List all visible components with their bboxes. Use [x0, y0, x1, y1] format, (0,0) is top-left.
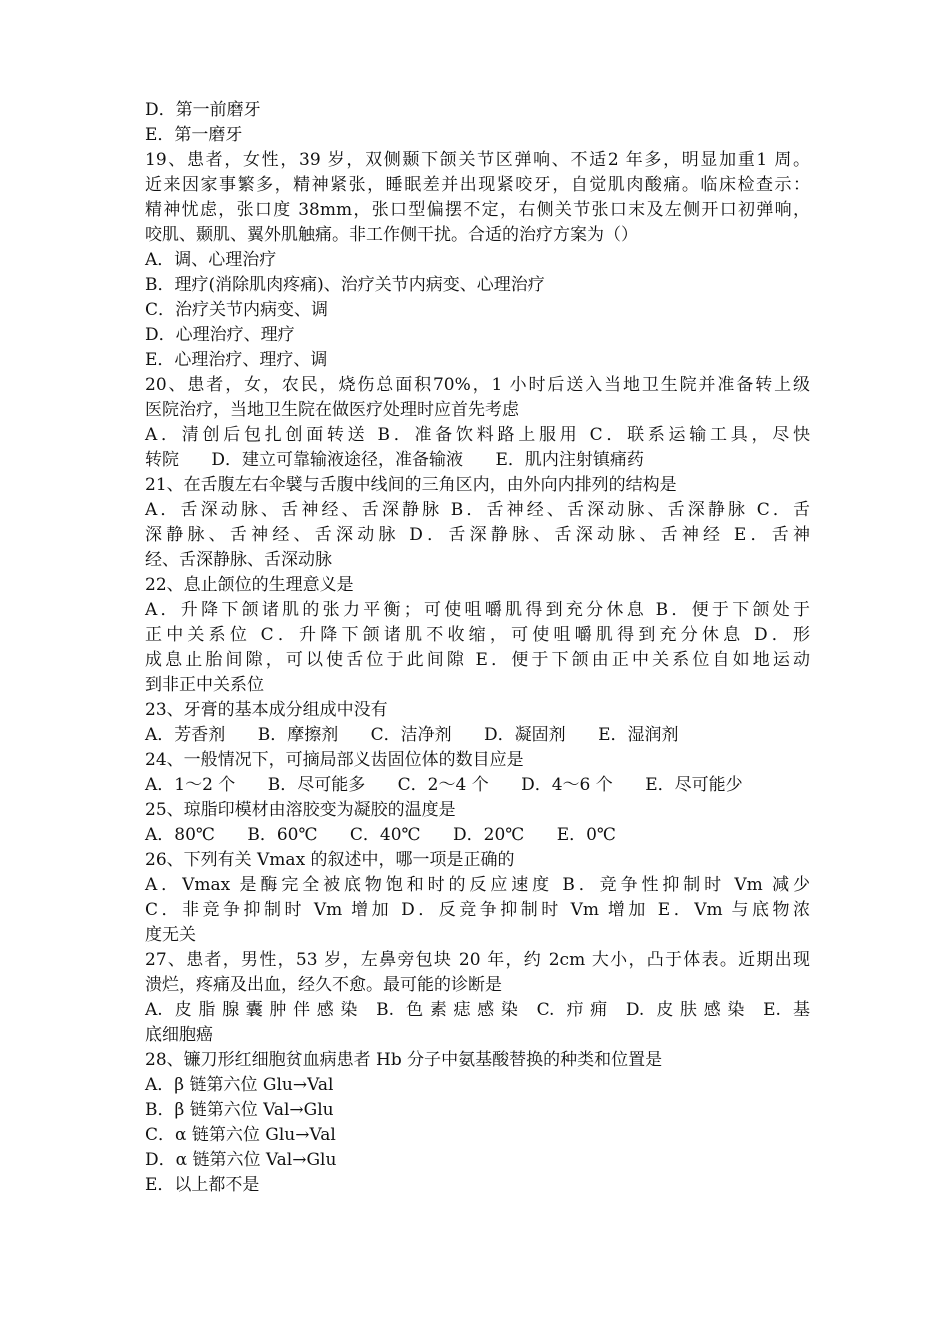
- text-line: 转院 D．建立可靠输液途径，准备输液 E．肌内注射镇痛药: [145, 450, 644, 470]
- text-line: D．第一前磨牙: [145, 100, 261, 120]
- text-line: B．理疗(消除肌肉疼痛)、治疗关节内病变、心理治疗: [145, 275, 545, 295]
- text-line: C．非竞争抑制时 Vm 增加 D．反竞争抑制时 Vm 增加 E．Vm 与底物浓: [145, 900, 810, 920]
- text-line: 成息止胎间隙，可以使舌位于此间隙 E．便于下颌由正中关系位自如地运动: [145, 650, 810, 670]
- text-line: A．80℃ B．60℃ C．40℃ D．20℃ E．0℃: [145, 825, 616, 845]
- text-line: 20、患者，女，农民，烧伤总面积70%，1 小时后送入当地卫生院并准备转上级: [145, 375, 810, 395]
- text-line: A．舌深动脉、舌神经、舌深静脉 B．舌神经、舌深动脉、舌深静脉 C．舌: [145, 500, 810, 520]
- text-line: 正中关系位 C．升降下颌诸肌不收缩，可使咀嚼肌得到充分休息 D．形: [145, 625, 810, 645]
- text-line: 22、息止颌位的生理意义是: [145, 575, 354, 595]
- text-line: A．Vmax 是酶完全被底物饱和时的反应速度 B．竞争性抑制时 Vm 减少: [145, 875, 810, 895]
- text-line: 28、镰刀形红细胞贫血病患者 Hb 分子中氨基酸替换的种类和位置是: [145, 1050, 663, 1070]
- text-line: 医院治疗，当地卫生院在做医疗处理时应首先考虑: [145, 400, 519, 420]
- text-line: 溃烂，疼痛及出血，经久不愈。最可能的诊断是: [145, 975, 502, 995]
- text-line: A．1～2 个 B．尽可能多 C．2～4 个 D．4～6 个 E．尽可能少: [145, 775, 743, 795]
- text-line: 精神忧虑，张口度 38mm，张口型偏摆不定，右侧关节张口末及左侧开口初弹响，: [145, 200, 810, 220]
- text-line: 度无关: [145, 925, 196, 945]
- text-line: 21、在舌腹左右伞襞与舌腹中线间的三角区内，由外向内排列的结构是: [145, 475, 677, 495]
- text-line: E．以上都不是: [145, 1175, 260, 1195]
- text-line: 咬肌、颞肌、翼外肌触痛。非工作侧干扰。合适的治疗方案为（）: [145, 225, 638, 245]
- text-line: C．α 链第六位 Glu→Val: [145, 1125, 336, 1145]
- text-line: 24、一般情况下，可摘局部义齿固位体的数目应是: [145, 750, 524, 770]
- text-line: 近来因家事繁多，精神紧张，睡眠差并出现紧咬牙，自觉肌肉酸痛。临床检查示：: [145, 175, 810, 195]
- text-line: A．清创后包扎创面转送 B．准备饮料路上服用 C．联系运输工具，尽快: [145, 425, 810, 445]
- text-line: 27、患者，男性，53 岁，左鼻旁包块 20 年，约 2cm 大小，凸于体表。近期出现: [145, 950, 810, 970]
- text-line: 26、下列有关 Vmax 的叙述中，哪一项是正确的: [145, 850, 515, 870]
- text-line: 到非正中关系位: [145, 675, 264, 695]
- text-line: A．调、心理治疗: [145, 250, 277, 270]
- text-line: 经、舌深静脉、舌深动脉: [145, 550, 332, 570]
- text-line: C．治疗关节内病变、调: [145, 300, 329, 320]
- text-line: A. 皮脂腺囊肿伴感染 B. 色素痣感染 C. 疖痈 D. 皮肤感染 E. 基: [145, 1000, 810, 1020]
- exam-text-body: [145, 98, 810, 1198]
- text-line: 23、牙膏的基本成分组成中没有: [145, 700, 388, 720]
- text-line: B．β 链第六位 Val→Glu: [145, 1100, 334, 1120]
- text-line: D．心理治疗、理疗: [145, 325, 295, 345]
- text-line: E．第一磨牙: [145, 125, 243, 145]
- text-line: A．β 链第六位 Glu→Val: [145, 1075, 334, 1095]
- text-line: A．芳香剂 B．摩擦剂 C．洁净剂 D．凝固剂 E．湿润剂: [145, 725, 679, 745]
- text-line: D．α 链第六位 Val→Glu: [145, 1150, 337, 1170]
- text-line: 底细胞癌: [145, 1025, 213, 1045]
- text-line: A．升降下颌诸肌的张力平衡；可使咀嚼肌得到充分休息 B．便于下颌处于: [145, 600, 810, 620]
- text-line: E．心理治疗、理疗、调: [145, 350, 328, 370]
- text-line: 25、琼脂印模材由溶胶变为凝胶的温度是: [145, 800, 456, 820]
- text-line: 19、患者，女性，39 岁，双侧颞下颌关节区弹响、不适2 年多，明显加重1 周。: [145, 150, 810, 170]
- text-line: 深静脉、舌神经、舌深动脉 D．舌深静脉、舌深动脉、舌神经 E．舌神: [145, 525, 810, 545]
